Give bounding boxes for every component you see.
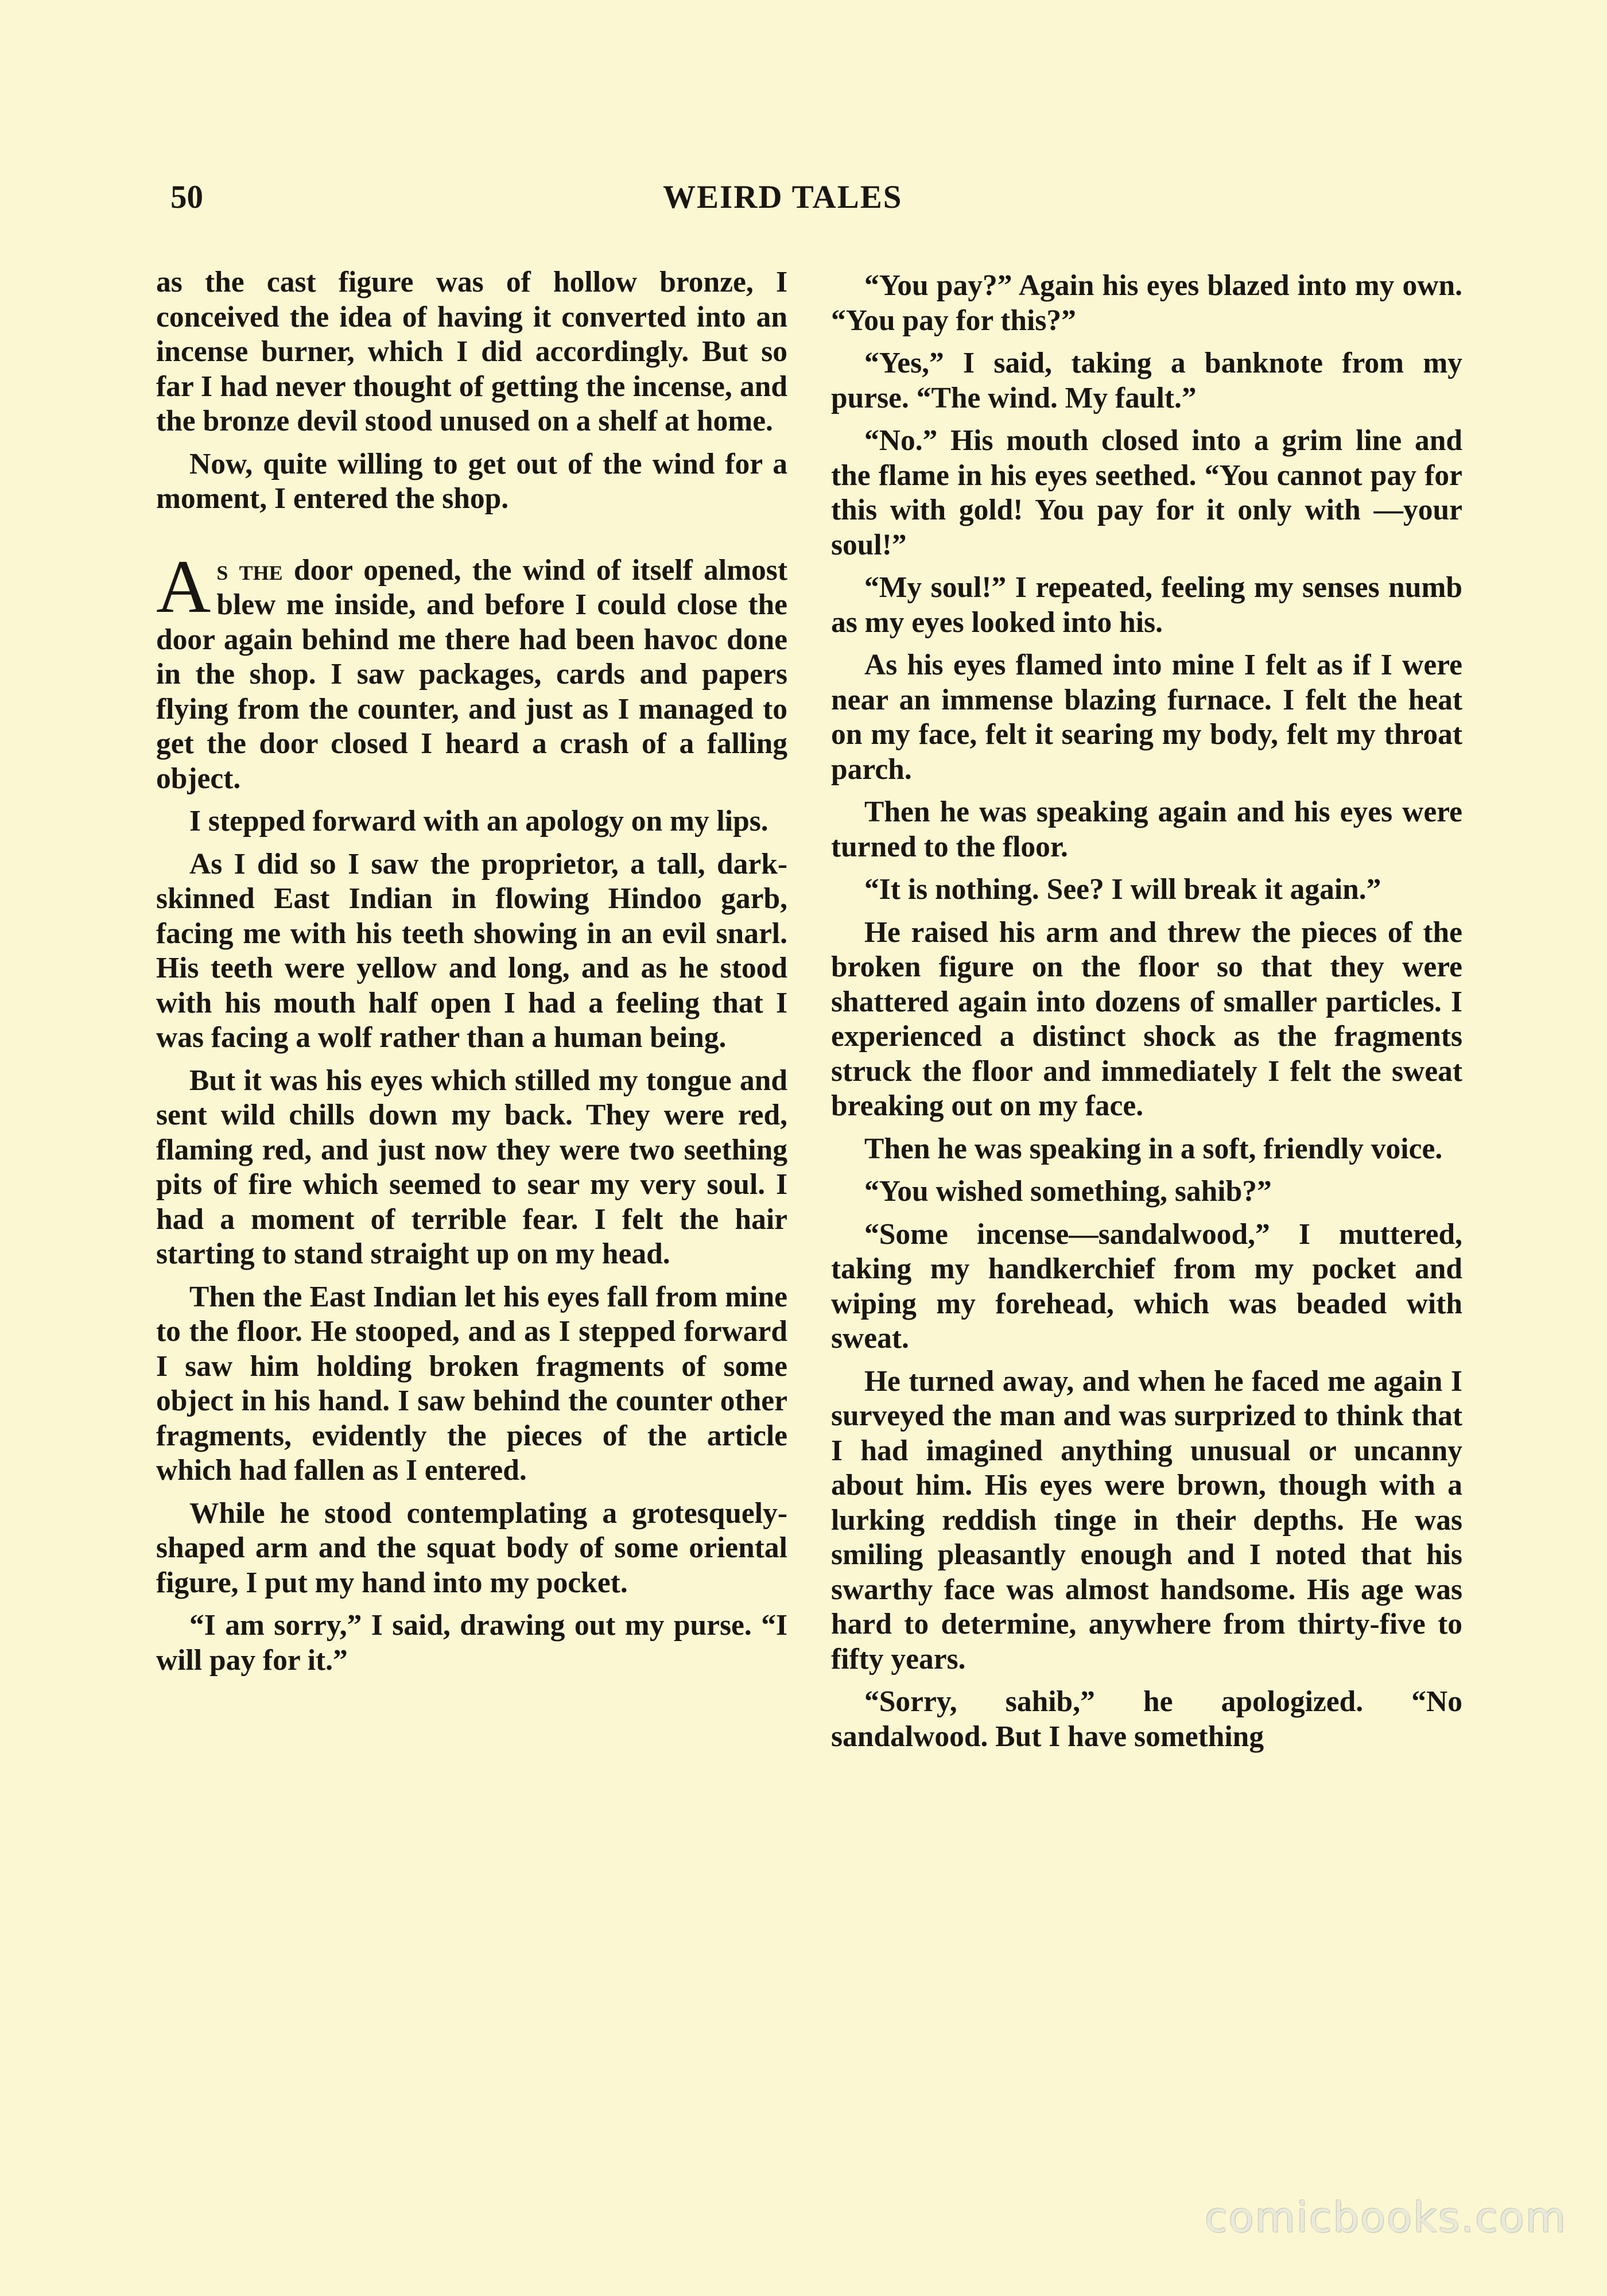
paragraph: “Sorry, sahib,” he apologized. “No sandalwood. But I have something <box>831 1685 1462 1753</box>
paragraph: But it was his eyes which stilled my tongue and sent wild chills down my back. They were red, flaming red, and just now they were two seething pits of fire which seemed to sear my very soul. I had a moment of terrible fear. I felt the hair starting to stand straight up on my head. <box>156 1064 787 1270</box>
paragraph: “Some incense—sandalwood,” I muttered, taking my handkerchief from my pocket and wiping my forehead, which was beaded with sweat. <box>831 1217 1462 1355</box>
small-caps-lead: s the <box>216 553 283 587</box>
paragraph: “You wished something, sahib?” <box>864 1175 1272 1208</box>
paragraph: Then the East Indian let his eyes fall from mine to the floor. He stooped, and as I stepped forward I saw him holding broken fragments of some object in his hand. I saw behind the counter other fragments, evidently the pieces of the article which had fallen as I entered. <box>156 1280 787 1487</box>
paragraph: Then he was speaking in a soft, friendly voice. <box>864 1132 1443 1165</box>
right-column <box>831 269 1462 1762</box>
watermark: comicbooks.com <box>1204 2193 1567 2241</box>
paragraph: He turned away, and when he faced me again I surveyed the man and was surprized to think that I had imagined anything unusual or uncanny about him. His eyes were brown, though with a lurking reddish tinge in their depths. He was smiling pleasantly enough and I noted that his swarthy face was almost handsome. His age was hard to determine, anywhere from thirty-five to fifty years. <box>831 1364 1462 1676</box>
paragraph: He raised his arm and threw the pieces of the broken figure on the floor so that they were shattered again into dozens of smaller particles. I experienced a distinct shock as the fragments struck the floor and immediately I felt the sweat breaking out on my face. <box>831 916 1462 1122</box>
paragraph: “You pay?” Again his eyes blazed into my own. “You pay for this?” <box>831 269 1462 337</box>
paragraph: As I did so I saw the proprietor, a tall, dark-skinned East Indian in flowing Hindoo garb, facing me with his teeth showing in an evil snarl. His teeth were yellow and long, and as he stood with his mouth half open I had a feeling that I was facing a wolf rather than a human being. <box>156 847 787 1054</box>
paragraph: “No.” His mouth closed into a grim line and the flame in his eyes seethed. “You cannot pay for this with gold! You pay for it only with —your soul!” <box>831 424 1462 561</box>
paragraph-text: door opened, the wind of itself almost blew me inside, and before I could close the door again behind me there had been havoc done in the shop. I saw packages, cards and papers flying from the counter, and just as I managed to get the door closed I heard a crash of a falling object. <box>156 553 787 795</box>
paragraph: I stepped forward with an apology on my lips. <box>189 805 768 837</box>
section-opening-paragraph <box>156 544 787 797</box>
paragraph: Then he was speaking again and his eyes were turned to the floor. <box>831 796 1462 863</box>
paragraph: “Yes,” I said, taking a banknote from my purse. “The wind. My fault.” <box>831 347 1462 414</box>
paragraph: as the cast figure was of hollow bronze, I conceived the idea of having it converted into an incense burner, which I did accordingly. But so far I had never thought of getting the incense, and the bronze devil stood unused on a shelf at home. <box>156 266 787 437</box>
page-number: 50 <box>170 179 203 215</box>
running-head: WEIRD TALES <box>663 179 903 215</box>
drop-cap: A <box>156 544 211 629</box>
paragraph: “I am sorry,” I said, drawing out my purse. “I will pay for it.” <box>156 1609 787 1677</box>
paragraph: As his eyes flamed into mine I felt as if I were near an immense blazing furnace. I felt the heat on my face, felt it searing my body, felt my throat parch. <box>831 649 1462 786</box>
paragraph: Now, quite willing to get out of the wind for a moment, I entered the shop. <box>156 447 787 515</box>
paragraph: “My soul!” I repeated, feeling my senses numb as my eyes looked into his. <box>831 571 1462 639</box>
left-column <box>156 265 787 1686</box>
paragraph: “It is nothing. See? I will break it again.” <box>864 873 1381 906</box>
paragraph: While he stood contemplating a grotesquely-shaped arm and the squat body of some oriental figure, I put my hand into my pocket. <box>156 1496 787 1599</box>
